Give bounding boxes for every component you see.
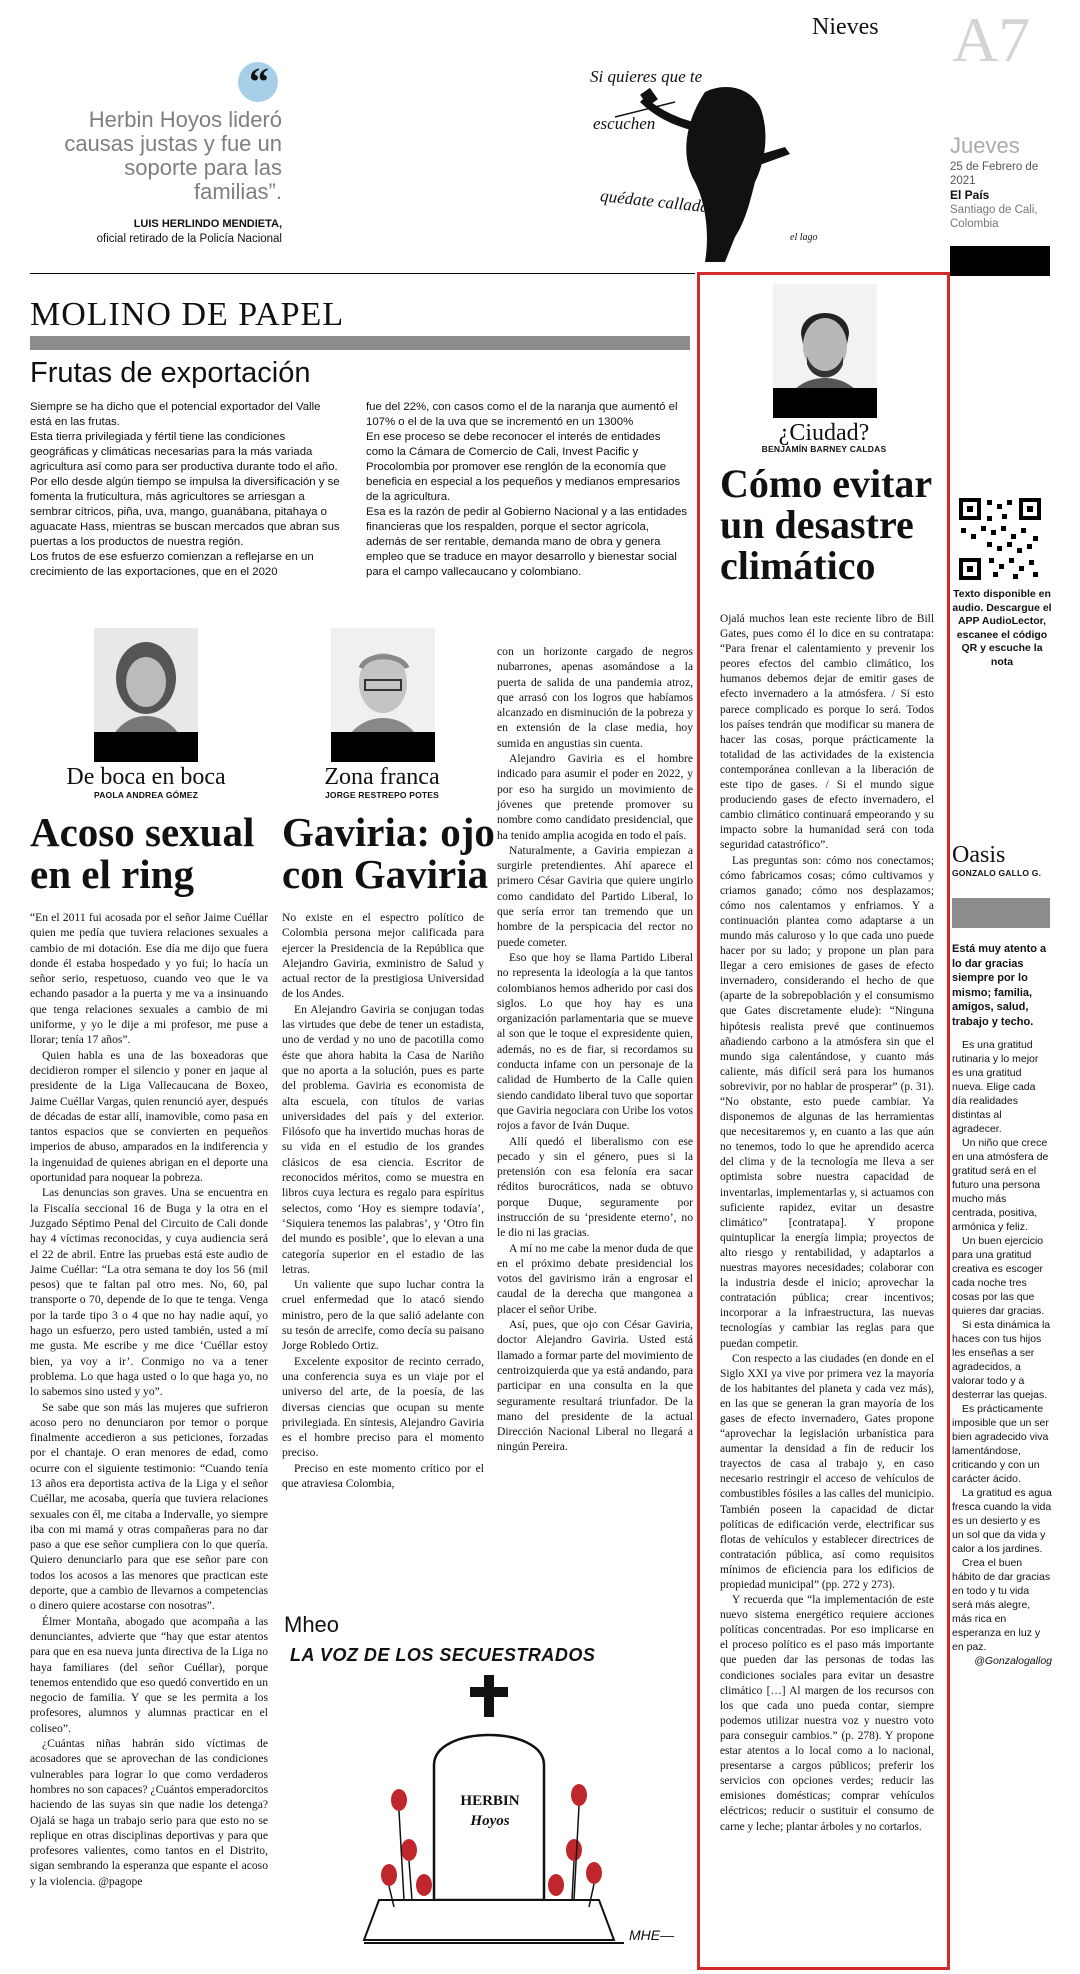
qr-code	[957, 496, 1043, 582]
article-body-b	[497, 644, 693, 1455]
column-author: PAOLA ANDREA GÓMEZ	[93, 790, 199, 800]
article-paragraph: Allí quedó el liberalismo con ese pecado y sin el género, pues si la pretensión con esa felonía era sacar réditos burocráticos, nada se obtuvo porque Duque, seguramente por instrucción de su ‘presidente eterno’, no le dio ni las gracias.	[497, 1134, 693, 1240]
cartoon-caption: LA VOZ DE LOS SECUESTRADOS	[290, 1645, 596, 1665]
qr-code-graphic	[957, 496, 1043, 582]
cartoon-line-3: quédate callada.	[599, 186, 715, 217]
article-headline: Acoso sexual en el ring	[30, 809, 255, 897]
header-rule	[30, 273, 695, 274]
article-paragraph: Las denuncias son graves. Una se encuentra en la Fiscalía seccional 16 de Buga y la otra en el Juzgado Séptimo Penal del Circuito de Cali donde hay 4 víctimas reconocidas, y cuya audiencia será el 22 de abril. Entre las pruebas está este audio de Jaime Cuéllar: “La otra semana te doy los 56 (mil pesos) que te faltan pal otro mes. No, 60, pal transporte o 70, depende de lo que te tenga. Venga por la tarde tipo 3 o 4 que no hay nadie aquí, yo hago un esfuerzo, pero usted también, usted a mí me gusta. Me escribe y me dice ‘Cuéllar estoy bien, ya voy a ir’. Conmigo no va a tener problema. Lo que haga usted o lo que haga yo, no lo sabemos sino usted y yo”.	[30, 1186, 268, 1399]
editorial-paragraph: Los frutos de ese esfuerzo comienzan a reflejarse en un crecimiento de las exportaciones, que en el 2020	[30, 551, 314, 578]
editorial-paragraph: Por ello desde algún tiempo se impulsa la diversificación y se fomenta la fruticultura, más agricultores se arriesgan a sembrar cítricos, piña, uva, mango, guanábana, pitahaya o aguacate Hass, mientras se buscan mercados que abran sus puertas a los productos de nuestra región.	[30, 476, 340, 548]
article-paragraph: Y recuerda que “la implementación de este nuevo sistema energético requiere acciones políticas concentradas. Por eso implicarse en el proceso político es el paso más importante que pueden dar las personas de todas las condiciones sociales para evitar un desastre climático […] Al margen de los recursos con los que cada uno pueda contar, siempre podemos utilizar nuestra voz y nuestro voto para conseguir cambios.” (p. 278). Y propone estar atentos a lo local como a lo nacional, presentarse a cargos públicos; preferir los servicios con opciones verdes; reducir las emisiones domésticas; comprar vehículos eléctricos; reducir o sustituir el consumo de carne y leche; plantar árboles y no cortarlos.	[720, 1594, 934, 1833]
article-paragraph: Eso que hoy se llama Partido Liberal no representa la ideología a la que tantos colombianos hemos adherido por casi dos siglos. Lo que hoy hay es una organización parlamentaria que se mueve al son que le toque el expresidente quien, además, no es de fiar, si recordamos su conducta infame con un personaje de la calidad de Humberto de la Calle quien siendo candidato liberal tuvo que soportar que Gaviria negociara con Uribe los votos rojos a favor de Iván Duque.	[497, 950, 693, 1133]
article-paragraph: “En el 2011 fui acosada por el señor Jaime Cuéllar quien me pedía que tuviera relaciones sexuales a cambio de mi dotación. Ese día me dijo que fuera donde él estaba hospedado y yo fui; lo hacía un señor serio, respetuoso, cuando veo que le va echando pasador a la puerta y me va a insinuando que tenga relaciones sexuales a cambio de mi uniforme, y yo le dije a mi profesor, me puse a llorar; tenía 17 años”.	[30, 911, 268, 1047]
article-paragraph: Preciso en este momento crítico por el que atraviesa Colombia,	[282, 1461, 484, 1490]
cartoon-line-1: Si quieres que te	[590, 67, 703, 86]
editorial-section-title: MOLINO DE PAPEL	[30, 296, 345, 333]
column-name: ¿Ciudad?	[778, 420, 870, 446]
article-paragraph: Alejandro Gaviria es el hombre indicado para asumir el poder en 2022, y por eso ha surgido un movimiento de jóvenes que pretende promover su nombre como candidato presidencial, que ha tenido amplia acogida en todo el país.	[497, 752, 693, 842]
audio-note: Texto disponible en audio. Descargue el APP AudioLector, escanee el código QR y escuche la nota	[952, 588, 1052, 668]
column-name: Oasis	[952, 842, 1006, 868]
editorial-paragraph: Siempre se ha dicho que el potencial exportador del Valle está en las frutas.	[30, 401, 321, 428]
editorial-column-1	[30, 400, 340, 580]
article-paragraph: Élmer Montaña, abogado que acompaña a las denunciantes, advierte que “hay que estar atentos para que en esa nueva junta directiva de la Liga no haya familiares (del señor Cuéllar), porque tenemos entendido que eso quedó convertido en un negocio de familia. Y que se les permita a los profesores, alumnos y alumnas practicar en el coliseo”.	[30, 1614, 268, 1735]
oasis-paragraph: Si esta dinámica la haces con tus hijos les enseñas a ser agradecidos, a valorar todo y a desterrar las quejas.	[952, 1319, 1051, 1401]
article-paragraph: Así, pues, que ojo con César Gaviria, doctor Alejandro Gaviria. Usted está llamado a formar parte del movimiento de centroizquierda que ya está andando, para participar en una consulta en la que seguramente resultará triunfador. De la mano del presidente de la actual Dirección Nacional Liberal no llegará a ningún Pereira.	[497, 1318, 693, 1454]
quote-badge	[238, 59, 278, 104]
editorial-paragraph: Esta tierra privilegiada y fértil tiene las condiciones geográficas y climáticas necesarias para la más variada agricultura así como para ser productiva durante todo el año.	[30, 431, 338, 473]
article-paragraph: A mí no me cabe la menor duda de que en el próximo debate presidencial los votos del gavirismo irán a engrosar el caudal de la derecha que mangonea a placer el señor Uribe.	[497, 1241, 693, 1316]
cartoon-label: Mheo	[284, 1612, 340, 1637]
article-headline: Gaviria: ojo con Gaviria	[282, 809, 495, 897]
column-author: GONZALO GALLO G.	[952, 868, 1042, 878]
article-paragraph: No existe en el espectro político de Colombia persona mejor calificada para ejercer la Presidencia de la República que Alejandro Gaviria, exministro de Salud y actual rector de la prestigiosa Universidad de los Andes.	[282, 911, 484, 1001]
header-day: Jueves	[950, 133, 1020, 158]
cartoon-signature: el lago	[790, 232, 818, 243]
section-name: Nieves	[812, 14, 879, 40]
editorial-column-2	[366, 400, 688, 580]
header-paper: El País	[950, 188, 990, 202]
oasis-paragraph: Es una gratitud rutinaria y lo mejor es una gratitud nueva. Elige cada día realidades distintas al agradecer.	[952, 1039, 1039, 1135]
oasis-paragraph: La gratitud es agua fresca cuando la vida es un desierto y es un sol que da vida y calor a los jardines.	[952, 1487, 1052, 1555]
header-black-bar	[950, 246, 1050, 276]
article-paragraph: Ojalá muchos lean este reciente libro de Bill Gates, pues como él lo dice en su contratapa: “Para frenar el calentamiento y prevenir los peores efectos del cambio climático, los humanos debemos dejar de emitir gases de efecto invernadero a la atmósfera. / Si esto parece complicado es porque lo será. Todos los países tendrán que modificar su manera de hacer las cosas, porque prácticamente la totalidad de las actividades de la existencia contemporánea conllevan a la liberación de este tipo de gases. / Si el mundo sigue produciendo gases de efecto invernadero, el cambio climático continuará empeorando y su impacto sobre la humanidad será con toda seguridad catastrófico”.	[720, 613, 934, 852]
editorial-paragraph: Esa es la razón de pedir al Gobierno Nacional y a las entidades financieras que los respalden, porque el sector agrícola, además de ser rentable, demanda mano de obra y genera empleo que se traduce en mayor desarrollo y bienestar social para el campo vallecaucano y colombiano.	[366, 506, 688, 578]
editorial-title: Frutas de exportación	[30, 357, 311, 389]
article-body	[30, 910, 268, 1889]
oasis-paragraph: Un niño que crece en una atmósfera de gratitud será en el futuro una persona mucho más centrada, positiva, armónica y feliz.	[952, 1137, 1049, 1233]
cartoon-signature: MHE—	[629, 1927, 675, 1943]
cartoon-line-2: escuchen	[593, 114, 656, 133]
column-author: BENJAMÍN BARNEY CALDAS	[761, 444, 887, 454]
author-photo-jorge	[331, 628, 435, 762]
oasis-lead: Está muy atento a lo dar gracias siempre por lo mismo; familia, amigos, salud, trabajo y techo.	[952, 943, 1047, 1028]
woman-silhouette-drawing	[585, 62, 825, 262]
column-author: JORGE RESTREPO POTES	[324, 790, 440, 800]
article-paragraph: ¿Cuántas niñas habrán sido víctimas de acosadores que se aprovechan de las condiciones vulnerables para lograr lo que como verdaderos hombres no son capaces? ¿Cuántos emperadorcitos haciendo de las suyas sin que nadie los detenga? Ojalá se haga un trabajo serio para que esto no se replique en otras disciplinas deportivas y para que profesores valientes, como tantos en el Distrito, sigan sembrando la esperanza que espante el acoso y la violencia. @pagope	[30, 1737, 268, 1888]
author-photo-paola	[94, 628, 198, 762]
oasis-body	[952, 1038, 1052, 1668]
column-name: Zona franca	[324, 764, 440, 790]
author-photo-benjamin	[773, 284, 877, 418]
oasis-paragraph: Es prácticamente imposible que un ser bien agradecido viva lamentándose, criticando y con un carácter ácido.	[952, 1403, 1049, 1485]
tombstone-line-1: HERBIN	[460, 1793, 520, 1809]
oasis-paragraph: Crea el buen hábito de dar gracias en todo y tu vida será más alegre, más rica en esperanza en luz y en paz.	[952, 1557, 1051, 1653]
article-paragraph: En Alejandro Gaviria se conjugan todas las virtudes que debe de tener un estadista, uno de verdad y no uno de pacotilla como éste que ahora habita la Casa de Nariño que no aporta a la solución, pues es parte del problema. Gaviria es economista de alta escuela, con títulos de varias universidades del país y del exterior. Filósofo que ha invertido muchas horas de su vida en el estudio de los grandes clásicos de esa ciencia. Escritor de reconocidos méritos, como se muestra en libros cuya lectura es regalo para espíritus selectos, como ‘Hoy es siempre todavía’, ‘Siquiera tenemos las palabras’, y ‘Otro fin del mundo es posible’, que lo elevan a una categoría superior en el estadio de las letras.	[282, 1002, 484, 1276]
quote-text: Herbin Hoyos lideró causas justas y fue un soporte para las familias”.	[64, 107, 282, 204]
article-body-a	[282, 910, 484, 1491]
oasis-gray-band	[952, 898, 1050, 928]
oasis-handle: @Gonzalogallog	[974, 1655, 1052, 1667]
editorial-paragraph: fue del 22%, con casos como el de la naranja que aumentó el 107% o el de la uva que se incrementó en un 1300%	[366, 401, 678, 428]
article-paragraph: Un valiente que supo luchar contra la cruel enfermedad que lo atacó siendo ministro, pero de la que salió adelante con su tesón de arrecife, como decía su paisano Jorge Robledo Ortiz.	[282, 1278, 484, 1353]
quote-role: oficial retirado de la Policía Nacional	[96, 233, 282, 245]
article-paragraph: con un horizonte cargado de negros nubarrones, apenas asomándose a la puerta de salida de una pandemia atroz, que arrasó con los logros que habíamos alcanzado en disminución de la pobreza y en extensión de la clase media, hoy sumida en angustias sin cuenta.	[497, 645, 693, 750]
mheo-cartoon	[284, 1645, 694, 1965]
column-name: De boca en boca	[66, 764, 226, 790]
article-paragraph: Naturalmente, a Gaviria empiezan a surgirle pretendientes. Ahí aparece el primero César Gaviria que quiere ungirlo como candidato del Partido Liberal, lo que sería error tan tremendo que un hombre de la perspicacia del rector no puede cometer.	[497, 843, 693, 949]
article-body	[720, 612, 934, 1835]
editorial-gray-band	[30, 336, 690, 350]
article-paragraph: Quien habla es una de las boxeadoras que decidieron romper el silencio y poner en jaque al presidente de la Liga Vallecaucana de Boxeo, Jaime Cuéllar Vargas, quien renunció ayer, después de décadas de estar allí, inamovible, como pasa en tantos espacios que se convierten en pequeños imperios de abuso, amparados en la indiferencia y la ingenuidad de quienes abrigan en el deporte una oportunidad para noquear la pobreza.	[30, 1048, 268, 1185]
top-cartoon	[585, 62, 825, 262]
quote-mark: “	[249, 59, 269, 104]
article-paragraph: Excelente expositor de recinto cerrado, una conferencia suya es un viaje por el universo del arte, de la poesía, de las diversas ciencias que ocupan su mente privilegiada. En síntesis, Alejandro Gaviria es el hombre preciso para el momento preciso.	[282, 1354, 484, 1460]
editorial-paragraph: En ese proceso se debe reconocer el interés de entidades como la Cámara de Comercio de Cali, Invest Pacific y Procolombia por promover ese renglón de la economía que beneficia en especial a los pequeños y medianos empresarios de la agricultura.	[366, 431, 681, 503]
article-paragraph: Las preguntas son: cómo nos conectamos; cómo fabricamos cosas; cómo cultivamos y criamos ganado; cómo nos desplazamos; cómo nos calentamos y enfriamos. Y a continuación plantea como adaptarse a un mundo más caluroso y lo que cada uno puede hacer por su lado; y propone un plan para llegar a cero emisiones de gases de efecto invernadero, considerando el hecho de que (aparte de la sobrepoblación y el consumismo que Gates discretamente elude): “Ninguna hipótesis realista prevé que continuemos añadiendo carbono a la atmósfera sin que el mundo siga calentándose, y cuanto más caliente, más difícil será para los humanos sobrevivir, por no hablar de prosperar” (p. 31). “No obstante, esto puede cambiar. Ya disponemos de algunas de las herramientas que necesitaremos y, en cuanto a las que aún no tenemos, todo lo que he aprendido acerca del clima y de la tecnología me lleva a ser optimista sobre nuestra capacidad de inventarlas, implementarlas y, si actuamos con suficiente rapidez, evitar un desastre climático” [contratapa]. Y propone quintuplicar la energía limpia; proyectos de alto riesgo y rentabilidad, y adaptarlos a nuestras mayores necesidades; colaborar con la industria desde el inicio; aprovechar la contratación pública; crear incentivos; incorporar a la infraestructura, las nuevas tecnologías y cambiar las reglas para que puedan competir.	[720, 854, 934, 1350]
oasis-paragraph: Un buen ejercicio para una gratitud creativa es escoger cada noche tres cosas por las que quieres dar gracias.	[952, 1235, 1045, 1317]
article-headline: Cómo evitar un desastre climático	[720, 461, 932, 588]
quote-author: LUIS HERLINDO MENDIETA,	[133, 218, 282, 230]
page-number: A7	[952, 4, 1031, 75]
header-city: Santiago de Cali, Colombia	[950, 204, 1038, 230]
article-paragraph: Con respecto a las ciudades (en donde en el Siglo XXI ya vive por primera vez la mayoría de los habitantes del planeta y cada vez más), en las que se generan la gran mayoría de los gases de efecto invernadero, Gates propone “aprovechar la legislación urbanística para aumentar la densidad a fin de reducir los trayectos de casa al trabajo y, en caso necesario restringir el acceso de vehículos de combustibles fósiles a las calles del municipio. También poseen la capacidad de dictar políticas de edificación verde, electrificar sus flotas de vehículos y establecer directrices de contratación pública, así como requisitos mínimos de eficiencia para los edificios de propiedad municipal” (pp. 272 y 273).	[720, 1352, 934, 1591]
article-paragraph: Se sabe que son más las mujeres que sufrieron acoso pero no denunciaron por temor o porque finalmente accedieron a sus peticiones, forzadas por el chantaje. O eran menores de edad, como ocurre con el siguiente testimonio: “Cuando tenía 13 años era deportista activa de la Liga y el señor Cuéllar, me acosaba, quería que tuviera relaciones sexuales con él, me citaba a Indervalle, yo siempre iba con mi mamá y otras compañeras para no dar paso a que ese señor cumpliera con lo que quería. Quiero denunciarlo para que ese señor pare con todos los acosos a las menores que practican este deporte, que a cambio de llevarnos a competencias o dinero quiere acostarse con nosotras”.	[30, 1400, 268, 1613]
tombstone-line-2: Hoyos	[470, 1813, 510, 1829]
header-date: 25 de Febrero de 2021	[950, 161, 1039, 187]
